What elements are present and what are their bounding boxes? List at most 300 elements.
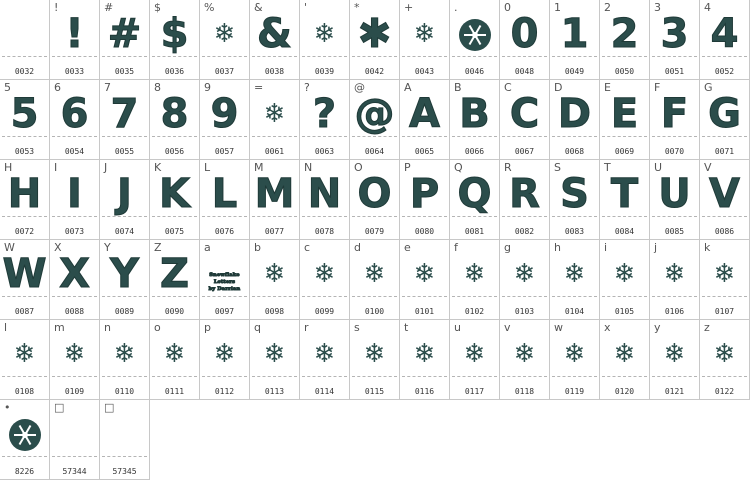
snowflake-icon: ❄ [363, 339, 386, 369]
baseline-guide [702, 136, 747, 137]
char-code: 0112 [214, 387, 235, 396]
char-code: 0054 [64, 147, 85, 156]
snowflake-icon: ❄ [713, 339, 736, 369]
glyph-cell[interactable] [100, 400, 150, 480]
glyph-preview: 8 [160, 91, 189, 137]
baseline-guide [652, 56, 697, 57]
snowflake-icon: ❄ [263, 99, 286, 129]
glyph-cell[interactable] [250, 240, 300, 320]
glyph-cell[interactable] [100, 160, 150, 240]
glyph-cell[interactable] [50, 320, 100, 400]
baseline-guide [452, 56, 497, 57]
glyph-cell[interactable] [200, 320, 250, 400]
char-code: 0113 [264, 387, 285, 396]
character-label: w [554, 321, 563, 334]
char-code: 0110 [114, 387, 135, 396]
glyph-cell[interactable] [150, 320, 200, 400]
glyph-preview: 7 [110, 91, 139, 137]
glyph-cell[interactable] [50, 80, 100, 160]
character-label: ? [304, 81, 310, 94]
baseline-guide [652, 296, 697, 297]
char-code: 0065 [414, 147, 435, 156]
glyph-cell[interactable] [450, 0, 500, 80]
char-code: 0035 [114, 67, 135, 76]
baseline-guide [402, 376, 447, 377]
character-label: • [4, 401, 11, 414]
char-code: 0120 [614, 387, 635, 396]
glyph-preview: S [560, 171, 589, 217]
character-label: t [404, 321, 409, 334]
snowflake-icon: ❄ [363, 259, 386, 289]
snowflake-icon: ❄ [463, 259, 486, 289]
character-label: y [654, 321, 661, 334]
character-label: i [604, 241, 608, 254]
glyph-preview [0, 412, 49, 456]
char-code: 0039 [314, 67, 335, 76]
glyph-preview: X [59, 251, 90, 297]
baseline-guide [702, 296, 747, 297]
glyph-cell[interactable] [500, 320, 550, 400]
baseline-guide [502, 376, 547, 377]
character-label: j [654, 241, 658, 254]
baseline-guide [302, 216, 347, 217]
glyph-cell[interactable] [50, 160, 100, 240]
char-code: 0108 [14, 387, 35, 396]
snowflake-icon: ❄ [563, 339, 586, 369]
char-code: 0116 [414, 387, 435, 396]
glyph-preview: Z [159, 251, 189, 297]
glyph-preview: H [7, 171, 42, 217]
char-code: 0053 [14, 147, 35, 156]
glyph-cell[interactable] [0, 160, 50, 240]
glyph-cell[interactable] [300, 320, 350, 400]
char-code: 0068 [564, 147, 585, 156]
glyph-cell[interactable] [0, 240, 50, 320]
character-label: u [454, 321, 461, 334]
character-label: L [204, 161, 211, 174]
character-label: W [4, 241, 15, 254]
glyph-cell[interactable] [300, 240, 350, 320]
glyph-cell[interactable] [200, 80, 250, 160]
baseline-guide [202, 136, 247, 137]
baseline-guide [602, 216, 647, 217]
baseline-guide [2, 456, 47, 457]
glyph-cell[interactable] [50, 0, 100, 80]
glyph-cell[interactable] [300, 0, 350, 80]
glyph-preview: V [709, 171, 740, 217]
glyph-cell[interactable] [150, 0, 200, 80]
snowflake-icon: ❄ [413, 339, 436, 369]
glyph-cell[interactable] [450, 80, 500, 160]
glyph-preview: ✱ [357, 11, 392, 57]
baseline-guide [702, 216, 747, 217]
glyph-preview: O [357, 171, 392, 217]
character-label: E [604, 81, 611, 94]
glyph-preview: F [660, 91, 689, 137]
char-code: 0066 [464, 147, 485, 156]
character-label: C [504, 81, 512, 94]
baseline-guide [352, 296, 397, 297]
snowflake-icon: ❄ [13, 339, 36, 369]
baseline-guide [2, 136, 47, 137]
snowflake-icon: ❄ [213, 339, 236, 369]
character-label: s [354, 321, 360, 334]
glyph-preview: 3 [660, 11, 689, 57]
snowflake-icon: ❄ [313, 259, 336, 289]
char-code: 0072 [14, 227, 35, 236]
glyph-cell[interactable] [650, 0, 700, 80]
baseline-guide [552, 56, 597, 57]
character-label: H [4, 161, 13, 174]
glyph-cell[interactable] [700, 320, 750, 400]
glyph-cell[interactable] [400, 80, 450, 160]
char-code: 0122 [714, 387, 735, 396]
glyph-cell[interactable] [500, 160, 550, 240]
char-code: 0105 [614, 307, 635, 316]
char-code: 0046 [464, 67, 485, 76]
baseline-guide [202, 296, 247, 297]
glyph-cell[interactable] [500, 240, 550, 320]
baseline-guide [2, 376, 47, 377]
credit-line: Snowflake [209, 272, 240, 278]
char-code: 0078 [314, 227, 335, 236]
baseline-guide [402, 136, 447, 137]
glyph-cell[interactable] [700, 160, 750, 240]
baseline-guide [402, 216, 447, 217]
char-code: 0099 [314, 307, 335, 316]
glyph-cell[interactable] [700, 0, 750, 80]
character-label: k [704, 241, 711, 254]
character-label: F [654, 81, 661, 94]
character-label: 9 [204, 81, 211, 94]
snowflake-icon: ❄ [263, 259, 286, 289]
baseline-guide [152, 296, 197, 297]
glyph-preview: M [254, 171, 295, 217]
glyph-cell[interactable] [600, 160, 650, 240]
baseline-guide [52, 216, 97, 217]
glyph-cell[interactable] [400, 240, 450, 320]
character-label: V [704, 161, 712, 174]
character-label: + [404, 1, 414, 14]
character-label: 7 [104, 81, 111, 94]
glyph-preview: ? [312, 91, 337, 137]
baseline-guide [602, 136, 647, 137]
character-label: g [504, 241, 511, 254]
credit-line: by Darrian [208, 286, 241, 292]
char-code: 0075 [164, 227, 185, 236]
glyph-cell[interactable] [500, 80, 550, 160]
glyph-cell[interactable] [250, 160, 300, 240]
glyph-cell[interactable] [350, 160, 400, 240]
character-label: @ [354, 81, 365, 94]
baseline-guide [102, 56, 147, 57]
char-code: 0107 [714, 307, 735, 316]
glyph-preview: I [67, 171, 82, 217]
char-code: 0052 [714, 67, 735, 76]
character-label: o [154, 321, 161, 334]
glyph-cell[interactable] [400, 160, 450, 240]
baseline-guide [2, 216, 47, 217]
char-code: 0087 [14, 307, 35, 316]
baseline-guide [52, 136, 97, 137]
snowflake-icon: ❄ [263, 339, 286, 369]
glyph-preview [0, 12, 49, 56]
glyph-cell[interactable] [0, 0, 50, 80]
glyph-cell[interactable] [400, 0, 450, 80]
glyph-cell[interactable] [200, 160, 250, 240]
character-label: N [304, 161, 313, 174]
baseline-guide [252, 216, 297, 217]
character-label: M [254, 161, 264, 174]
character-label: % [204, 1, 215, 14]
character-label: . [454, 1, 458, 14]
glyph-cell[interactable] [250, 320, 300, 400]
glyph-preview: # [107, 11, 142, 57]
char-code: 0050 [614, 67, 635, 76]
snowflake-icon: ❄ [613, 259, 636, 289]
glyph-cell[interactable] [50, 240, 100, 320]
glyph-preview [50, 412, 99, 456]
baseline-guide [202, 376, 247, 377]
snowflake-icon: ❄ [513, 259, 536, 289]
glyph-cell[interactable] [400, 320, 450, 400]
glyph-cell[interactable] [550, 80, 600, 160]
glyph-cell[interactable] [200, 240, 250, 320]
char-code: 0071 [714, 147, 735, 156]
baseline-guide [152, 376, 197, 377]
snowflake-badge-icon [8, 418, 42, 452]
baseline-guide [452, 216, 497, 217]
snowflake-icon: ❄ [513, 339, 536, 369]
glyph-cell[interactable] [350, 0, 400, 80]
glyph-preview: W [2, 251, 47, 297]
baseline-guide [502, 56, 547, 57]
glyph-cell[interactable] [150, 240, 200, 320]
glyph-cell[interactable] [550, 160, 600, 240]
char-code: 0088 [64, 307, 85, 316]
glyph-cell[interactable] [650, 320, 700, 400]
character-label: O [354, 161, 363, 174]
character-label: I [54, 161, 58, 174]
baseline-guide [102, 296, 147, 297]
glyph-preview: K [159, 171, 190, 217]
glyph-preview: C [509, 91, 540, 137]
character-label: q [254, 321, 261, 334]
glyph-cell[interactable] [550, 0, 600, 80]
char-code: 8226 [14, 467, 35, 476]
char-code: 0049 [564, 67, 585, 76]
glyph-cell[interactable] [300, 160, 350, 240]
glyph-cell[interactable] [200, 0, 250, 80]
glyph-preview: U [658, 171, 691, 217]
baseline-guide [252, 56, 297, 57]
snowflake-icon: ❄ [563, 259, 586, 289]
character-label: U [654, 161, 663, 174]
char-code: 0048 [514, 67, 535, 76]
baseline-guide [2, 56, 47, 57]
baseline-guide [652, 136, 697, 137]
baseline-guide [102, 376, 147, 377]
glyph-cell[interactable] [500, 0, 550, 80]
character-label: a [204, 241, 211, 254]
char-code: 0032 [14, 67, 35, 76]
glyph-cell[interactable] [0, 80, 50, 160]
glyph-preview [200, 252, 249, 296]
glyph-cell[interactable] [150, 80, 200, 160]
char-code: 0067 [514, 147, 535, 156]
glyph-preview [450, 12, 499, 56]
baseline-guide [302, 376, 347, 377]
glyph-cell[interactable] [300, 80, 350, 160]
char-code: 0100 [364, 307, 385, 316]
char-code: 0081 [464, 227, 485, 236]
baseline-guide [102, 136, 147, 137]
character-label: x [604, 321, 611, 334]
char-code: 0033 [64, 67, 85, 76]
glyph-cell[interactable] [650, 160, 700, 240]
char-code: 0055 [114, 147, 135, 156]
character-label: f [454, 241, 458, 254]
glyph-cell[interactable] [100, 80, 150, 160]
char-code: 0090 [164, 307, 185, 316]
char-code: 0114 [314, 387, 335, 396]
character-label: h [554, 241, 561, 254]
char-code: 0074 [114, 227, 135, 236]
glyph-cell[interactable] [350, 320, 400, 400]
baseline-guide [602, 296, 647, 297]
character-label: 1 [554, 1, 561, 14]
char-code: 0064 [364, 147, 385, 156]
glyph-cell[interactable] [450, 320, 500, 400]
glyph-cell[interactable] [150, 160, 200, 240]
baseline-guide [352, 376, 397, 377]
glyph-cell[interactable] [0, 320, 50, 400]
char-code: 0119 [564, 387, 585, 396]
glyph-cell[interactable] [250, 0, 300, 80]
character-label: 0 [504, 1, 511, 14]
character-label: e [404, 241, 411, 254]
character-label: d [354, 241, 361, 254]
glyph-preview [100, 412, 149, 456]
glyph-cell[interactable] [50, 400, 100, 480]
char-code: 57345 [112, 467, 137, 476]
glyph-preview: E [610, 91, 639, 137]
char-code: 0083 [564, 227, 585, 236]
character-label: z [704, 321, 710, 334]
glyph-cell[interactable] [250, 80, 300, 160]
glyph-preview: D [557, 91, 592, 137]
glyph-cell[interactable] [600, 320, 650, 400]
glyph-preview: $ [160, 11, 189, 57]
snowflake-badge-icon [458, 18, 492, 52]
baseline-guide [352, 216, 397, 217]
snowflake-icon: ❄ [463, 339, 486, 369]
snowflake-icon: ❄ [163, 339, 186, 369]
char-code: 57344 [62, 467, 87, 476]
baseline-guide [102, 216, 147, 217]
glyph-cell[interactable] [100, 0, 150, 80]
character-label: G [704, 81, 713, 94]
glyph-cell[interactable] [350, 80, 400, 160]
glyph-preview: J [117, 171, 132, 217]
snowflake-icon: ❄ [313, 19, 336, 49]
glyph-cell[interactable] [700, 80, 750, 160]
char-code: 0079 [364, 227, 385, 236]
character-label: l [4, 321, 8, 334]
glyph-cell[interactable] [100, 320, 150, 400]
glyph-cell[interactable] [650, 240, 700, 320]
char-code: 0037 [214, 67, 235, 76]
glyph-cell[interactable] [100, 240, 150, 320]
char-code: 0085 [664, 227, 685, 236]
baseline-guide [702, 56, 747, 57]
char-code: 0082 [514, 227, 535, 236]
character-label: Z [154, 241, 162, 254]
char-code: 0076 [214, 227, 235, 236]
char-code: 0097 [214, 307, 235, 316]
glyph-preview: 4 [710, 11, 739, 57]
char-code: 0077 [264, 227, 285, 236]
credit-line: Letters [213, 279, 236, 285]
baseline-guide [252, 376, 297, 377]
glyph-cell[interactable] [550, 240, 600, 320]
baseline-guide [352, 136, 397, 137]
snowflake-icon: ❄ [663, 339, 686, 369]
char-code: 0101 [414, 307, 435, 316]
baseline-guide [702, 376, 747, 377]
glyph-cell[interactable] [700, 240, 750, 320]
char-code: 0098 [264, 307, 285, 316]
snowflake-icon: ❄ [63, 339, 86, 369]
glyph-preview: N [307, 171, 342, 217]
glyph-preview: 0 [510, 11, 539, 57]
glyph-cell[interactable] [600, 80, 650, 160]
char-code: 0036 [164, 67, 185, 76]
character-label: = [254, 81, 264, 94]
char-code: 0121 [664, 387, 685, 396]
char-code: 0070 [664, 147, 685, 156]
glyph-cell[interactable] [550, 320, 600, 400]
glyph-cell[interactable] [350, 240, 400, 320]
baseline-guide [652, 216, 697, 217]
character-label: 5 [4, 81, 11, 94]
char-code: 0042 [364, 67, 385, 76]
baseline-guide [602, 376, 647, 377]
baseline-guide [252, 136, 297, 137]
glyph-cell[interactable] [450, 240, 500, 320]
char-code: 0104 [564, 307, 585, 316]
character-label: X [54, 241, 62, 254]
char-code: 0117 [464, 387, 485, 396]
glyph-cell[interactable] [0, 400, 50, 480]
baseline-guide [402, 56, 447, 57]
glyph-cell[interactable] [450, 160, 500, 240]
char-code: 0069 [614, 147, 635, 156]
glyph-cell[interactable] [650, 80, 700, 160]
baseline-guide [302, 56, 347, 57]
char-code: 0103 [514, 307, 535, 316]
glyph-cell[interactable] [600, 0, 650, 80]
character-label: p [204, 321, 211, 334]
glyph-preview: R [509, 171, 540, 217]
character-label: P [404, 161, 411, 174]
character-label: A [404, 81, 412, 94]
character-label: r [304, 321, 309, 334]
baseline-guide [502, 136, 547, 137]
character-label: □ [54, 401, 65, 414]
glyph-cell[interactable] [600, 240, 650, 320]
baseline-guide [552, 136, 597, 137]
